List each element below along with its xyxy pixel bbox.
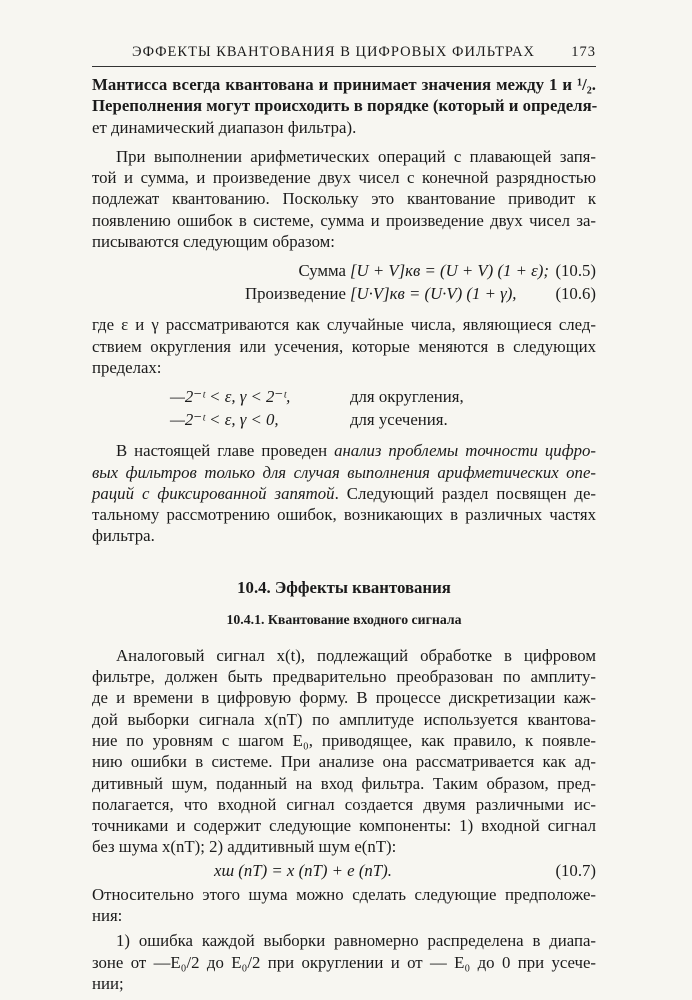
text-line: фильтре, должен быть предварительно преобразован по амплиту- xyxy=(92,667,596,687)
text-line: пределах: xyxy=(92,357,162,377)
equation-body: xш (nT) = x (nT) + e (nT). xyxy=(214,860,392,880)
text-span: . Следующий раздел посвящен де- xyxy=(334,483,596,503)
condition-expression: —2⁻ᵗ < ε, γ < 2⁻ᵗ, xyxy=(170,387,291,407)
equation-body: [U·V]кв = (U·V) (1 + γ), xyxy=(350,284,517,304)
subsection-heading: 10.4.1. Квантование входного сигнала xyxy=(226,611,462,627)
header-rule xyxy=(92,66,596,67)
condition-expression: —2⁻ᵗ < ε, γ < 0, xyxy=(170,410,279,430)
text-line: ние по уровням с шагом E₀, приводящее, как правило, к появле- xyxy=(92,730,596,750)
text-line: де и времени в цифровую форму. В процессе дискретизации каж- xyxy=(92,688,596,708)
paragraph-assumption-1 xyxy=(92,930,596,994)
paragraph-random-numbers xyxy=(92,314,596,378)
condition-text: для усечения. xyxy=(350,410,448,430)
paragraph-noise-assumptions xyxy=(92,884,596,927)
text-line: тальному рассмотрению ошибок, возникающих в различных частях xyxy=(92,505,596,525)
equation-10-6 xyxy=(92,283,596,306)
text-line: вых фильтров только для случая выполнения арифметических опе- xyxy=(92,462,596,482)
section-heading: 10.4. Эффекты квантования xyxy=(237,577,451,597)
text-line: 1) ошибка каждой выборки равномерно распределена в диапа- xyxy=(116,931,596,951)
equation-number: (10.5) xyxy=(555,261,596,281)
condition-text: для округления, xyxy=(350,387,464,407)
equation-body: [U + V]кв = (U + V) (1 + ε); xyxy=(350,261,549,281)
equation-number: (10.6) xyxy=(555,284,596,304)
text-line: При выполнении арифметических операций с плавающей запя- xyxy=(116,146,596,166)
text-line: где ε и γ рассматриваются как случайные числа, являющиеся след- xyxy=(92,315,596,335)
text-line: Переполнения могут происходить в порядке (который и определя- xyxy=(92,96,598,116)
text-line: писываются следующим образом: xyxy=(92,232,335,252)
equation-label: Произведение xyxy=(245,284,346,304)
text-line: полагается, что входной сигнал создается двумя различными ис- xyxy=(92,794,596,814)
page-body xyxy=(92,74,596,994)
paragraph-chapter-scope xyxy=(92,440,596,546)
condition-rounding xyxy=(92,386,596,409)
emphasis-span: анализ проблемы точности цифро- xyxy=(334,441,596,461)
paragraph-analog-signal xyxy=(92,645,596,858)
text-line: фильтра. xyxy=(92,526,155,546)
text-line xyxy=(92,440,596,461)
text-line: зоне от —E₀/2 до E₀/2 при округлении и от — E₀ до 0 при усече- xyxy=(92,952,596,972)
running-header-title: ЭФФЕКТЫ КВАНТОВАНИЯ В ЦИФРОВЫХ ФИЛЬТРАХ xyxy=(132,44,536,60)
paragraph-mantissa xyxy=(92,74,596,138)
text-line: ет динамический диапазон фильтра). xyxy=(92,117,357,137)
page-number: 173 xyxy=(571,44,596,60)
condition-truncation xyxy=(92,409,596,432)
text-line xyxy=(92,483,596,504)
text-line: дитивный шум, поданный на вход фильтра. Таким образом, пред- xyxy=(92,773,596,793)
equation-10-7 xyxy=(92,858,596,884)
text-line: ствием округления или усечения, которые меняются в следующих xyxy=(92,336,596,356)
text-line: дой выборки сигнала x(nT) по амплитуде используется квантова- xyxy=(92,709,596,729)
text-line: Относительно этого шума можно сделать следующие предположе- xyxy=(92,884,596,904)
text-line: появлению ошибок в системе, сумма и произведение двух чисел за- xyxy=(92,210,596,230)
text-line: нию ошибки в системе. При анализе она рассматривается как ад- xyxy=(92,752,596,772)
paragraph-floating-point xyxy=(92,146,596,252)
text-span: В настоящей главе проведен xyxy=(116,441,335,461)
text-line: Аналоговый сигнал x(t), подлежащий обработке в цифровом xyxy=(116,645,596,665)
text-line: той и сумма, и произведение двух чисел с конечной разрядностью xyxy=(92,168,596,188)
text-line: точниками и содержит следующие компоненты: 1) входной сигнал xyxy=(92,816,596,836)
equation-number: (10.7) xyxy=(555,860,596,880)
text-line: ния: xyxy=(92,906,123,926)
text-line: нии; xyxy=(92,973,124,993)
text-line: подлежат квантованию. Поскольку это квантование приводит к xyxy=(92,189,596,209)
text-line: Мантисса всегда квантована и принимает значения между 1 и ¹/₂. xyxy=(92,75,596,94)
text-line: без шума x(nT); 2) аддитивный шум e(nT): xyxy=(92,837,397,857)
equation-label: Сумма xyxy=(298,261,346,281)
equation-10-5 xyxy=(92,260,596,283)
emphasis-span: раций с фиксированной запятой xyxy=(92,483,335,503)
